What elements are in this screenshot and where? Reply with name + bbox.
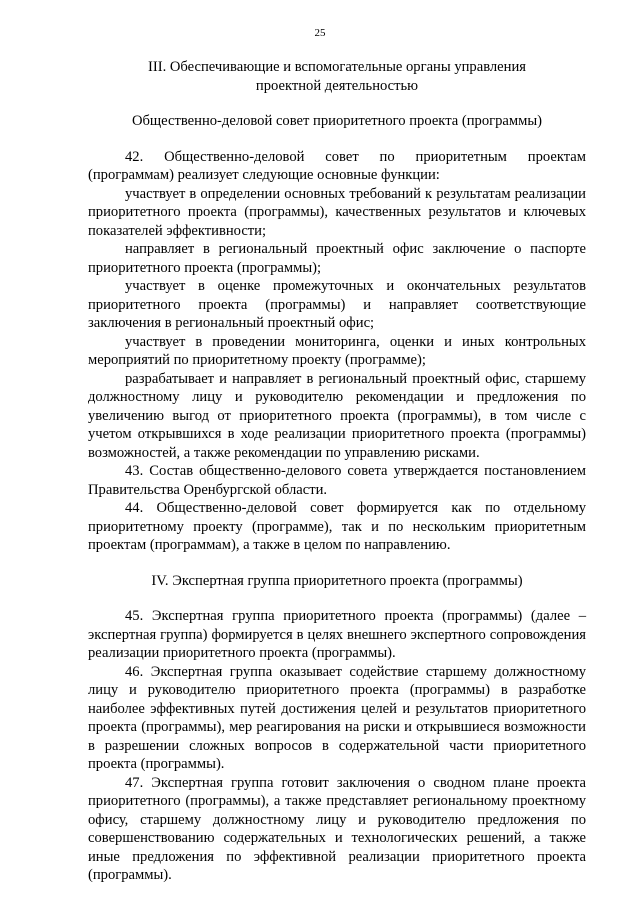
document-content: [88, 58, 586, 885]
section-3-title-line-1: III. Обеспечивающие и вспомогательные органы управления: [147, 59, 526, 75]
paragraph-42-item-2: направляет в региональный проектный офис заключение о паспорте приоритетного проекта (программы);: [88, 241, 586, 276]
paragraph-42-item-4: участвует в проведении мониторинга, оценки и иных контрольных мероприятий по приоритетному проекту (программе);: [88, 333, 586, 368]
paragraph-42-item-1: участвует в определении основных требований к результатам реализации приоритетного проекта (программы), качественных результатов и ключевых показателей эффективности;: [88, 185, 586, 239]
paragraph-44: 44. Общественно-деловой совет формируется как по отдельному приоритетному проекту (программе), так и по нескольким приоритетным проектам (программам), а также в целом по направлению.: [88, 500, 586, 553]
paragraph-46: 46. Экспертная группа оказывает содействие старшему должностному лицу и руководителю приоритетного проекта (программы) в разработке наиболее эффективных путей достижения целей и результатов приоритетного проекта (программы), мер реагирования на риски и открывшиеся возможности в разрешении сложных вопросов в содержательной части приоритетного проекта (программы).: [88, 663, 586, 772]
section-3-heading: [88, 58, 586, 95]
page-number: 25: [314, 27, 326, 39]
section-3-subtitle: Общественно-деловой совет приоритетного проекта (программы): [131, 113, 543, 129]
paragraph-42: 42. Общественно-деловой совет по приоритетным проектам (программам) реализует следующие основные функции:: [88, 148, 586, 183]
paragraph-43: 43. Состав общественно-делового совета утверждается постановлением Правительства Оренбургской области.: [88, 463, 586, 498]
section-4-title: IV. Экспертная группа приоритетного проекта (программы): [151, 572, 523, 589]
paragraph-47: 47. Экспертная группа готовит заключения о сводном плане проекта приоритетного (программы), а также представляет региональному проектному офису, старшему должностному лицу и руководителю предложения по совершенствованию содержательных и технологических решений, а также иные предложения по эффективной реализации приоритетного проекта (программы).: [88, 774, 586, 883]
section-3-title-line-2: проектной деятельностью: [255, 77, 419, 94]
paragraph-45: 45. Экспертная группа приоритетного проекта (программы) (далее – экспертная группа) формируется в целях внешнего экспертного сопровождения реализации приоритетного проекта (программы).: [88, 608, 586, 661]
paragraph-42-item-5: разрабатывает и направляет в региональный проектный офис, старшему должностному лицу и руководителю рекомендации и предложения по увеличению выгод от приоритетного проекта (программы), в том числе с учетом открывшихся в ходе реализации приоритетного проекта (программы) возможностей, а также рекомендации по управлению рисками.: [88, 370, 586, 461]
paragraph-42-item-3: участвует в оценке промежуточных и окончательных результатов приоритетного проекта (программы) и направляет соответствующие заключения в региональный проектный офис;: [88, 278, 586, 331]
